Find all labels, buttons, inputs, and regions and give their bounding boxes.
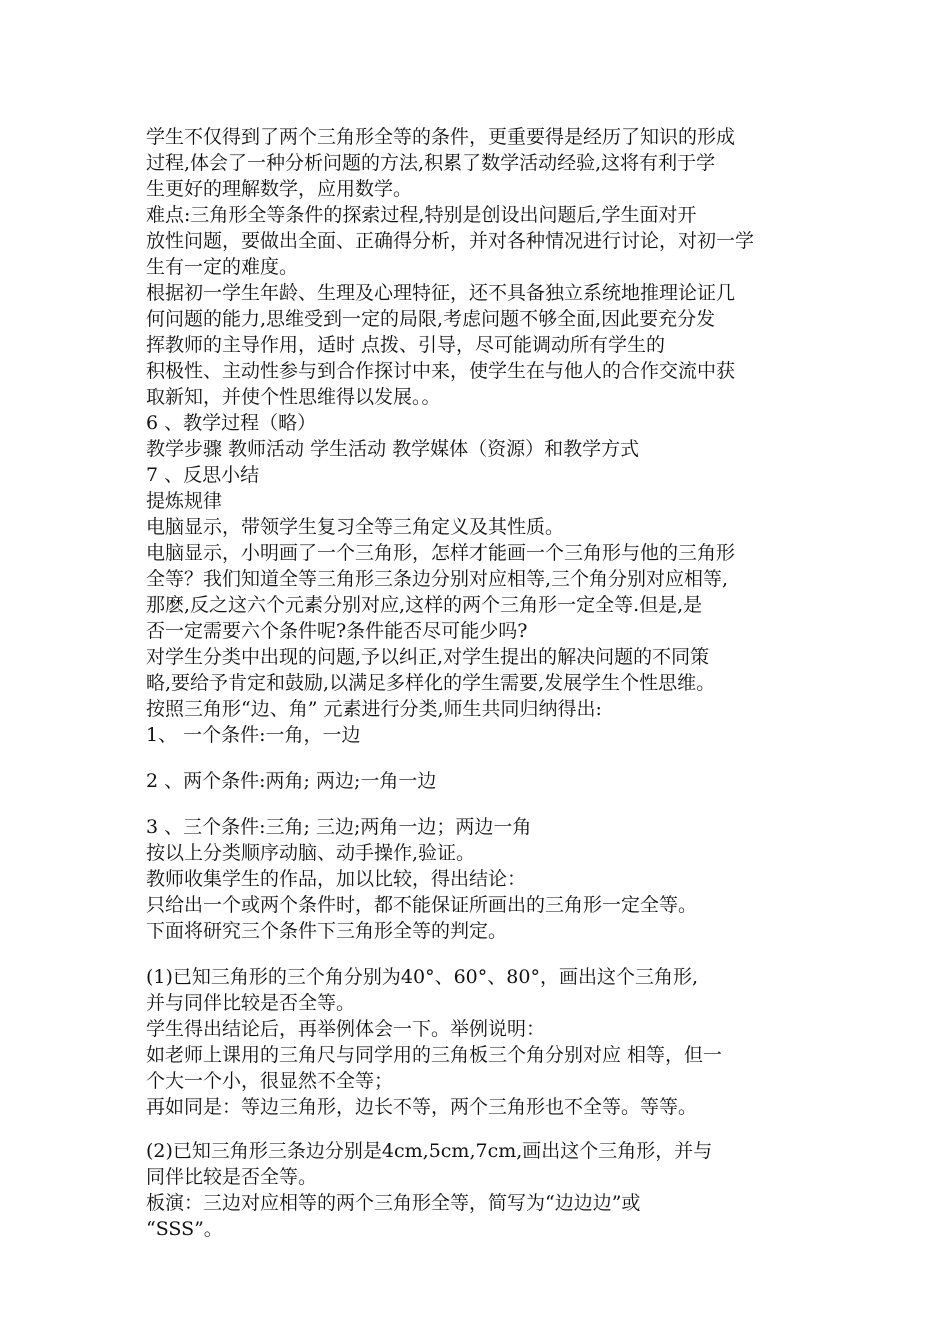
list-item: 1、 一个条件:一角，一边 — [146, 724, 361, 746]
text-line: 只给出一个或两个条件时，都不能保证所画出的三角形一定全等。 — [146, 894, 698, 916]
text-line: 生有一定的难度。 — [146, 256, 299, 278]
text-line: 板演：三边对应相等的两个三角形全等，简写为“边边边”或 — [146, 1192, 641, 1214]
text-line: “SSS”。 — [146, 1218, 223, 1240]
text-line: 积极性、主动性参与到合作探讨中来，使学生在与他人的合作交流中获 — [146, 360, 736, 382]
text-line: 同伴比较是否全等。 — [146, 1166, 318, 1188]
text-line: 学生不仅得到了两个三角形全等的条件，更重要得是经历了知识的形成 — [146, 126, 736, 148]
text-line: 否一定需要六个条件呢?条件能否尽可能少吗? — [146, 620, 528, 642]
text-line: 放性问题，要做出全面、正确得分析，并对各种情况进行讨论，对初一学 — [146, 230, 755, 252]
text-line: 对学生分类中出现的问题,予以纠正,对学生提出的解决问题的不同策 — [146, 646, 710, 668]
text-line: 按照三角形“边、角” 元素进行分类,师生共同归纳得出: — [146, 698, 602, 720]
text-line: (2)已知三角形三条边分别是4cm,5cm,7cm,画出这个三角形，并与 — [146, 1140, 713, 1162]
text-line: 过程,体会了一种分析问题的方法,积累了数学活动经验,这将有利于学 — [146, 152, 716, 174]
text-line: 下面将研究三个条件下三角形全等的判定。 — [146, 920, 508, 942]
text-line: 那麽,反之这六个元素分别对应,这样的两个三角形一定全等.但是,是 — [146, 594, 703, 616]
section-heading: 7 、反思小结 — [146, 464, 260, 486]
text-line: 并与同伴比较是否全等。 — [146, 992, 356, 1014]
text-line: 电脑显示，带领学生复习全等三角定义及其性质。 — [146, 516, 565, 538]
text-line: 取新知，并使个性思维得以发展。。 — [146, 386, 441, 408]
list-item: 2 、两个条件:两角; 两边;一角一边 — [146, 770, 437, 792]
text-line: 根据初一学生年龄、生理及心理特征，还不具备独立系统地推理论证几 — [146, 282, 736, 304]
text-line: 教师收集学生的作品，加以比较，得出结论： — [146, 868, 527, 890]
text-line: 再如同是：等边三角形，边长不等，两个三角形也不全等。等等。 — [146, 1096, 698, 1118]
text-line: 生更好的理解数学，应用数学。 — [146, 178, 413, 200]
text-line: 略,要给予肯定和鼓励,以满足多样化的学生需要,发展学生个性思维。 — [146, 672, 716, 694]
list-item: 3 、三个条件:三角; 三边;两角一边；两边一角 — [146, 816, 532, 838]
text-line: 如老师上课用的三角尺与同学用的三角板三个角分别对应 相等，但一 — [146, 1044, 723, 1066]
text-line: 学生得出结论后，再举例体会一下。举例说明： — [146, 1018, 546, 1040]
text-line: (1)已知三角形的三个角分别为40°、60°、80°，画出这个三角形, — [146, 966, 698, 988]
text-line: 按以上分类顺序动脑、动手操作,验证。 — [146, 842, 476, 864]
text-line: 挥教师的主导作用，适时 点拨、引导，尽可能调动所有学生的 — [146, 334, 666, 356]
section-heading: 6 、教学过程（略） — [146, 412, 317, 434]
text-line: 个大一个小，很显然不全等； — [146, 1070, 394, 1092]
text-line: 教学步骤 教师活动 学生活动 教学媒体（资源）和教学方式 — [146, 438, 640, 460]
text-line: 提炼规律 — [146, 490, 223, 512]
text-line: 电脑显示，小明画了一个三角形，怎样才能画一个三角形与他的三角形 — [146, 542, 736, 564]
text-line: 难点:三角形全等条件的探索过程,特别是创设出问题后,学生面对开 — [146, 204, 697, 226]
text-line: 全等？我们知道全等三角形三条边分别对应相等,三个角分别对应相等, — [146, 568, 729, 590]
text-line: 何问题的能力,思维受到一定的局限,考虑问题不够全面,因此要充分发 — [146, 308, 716, 330]
